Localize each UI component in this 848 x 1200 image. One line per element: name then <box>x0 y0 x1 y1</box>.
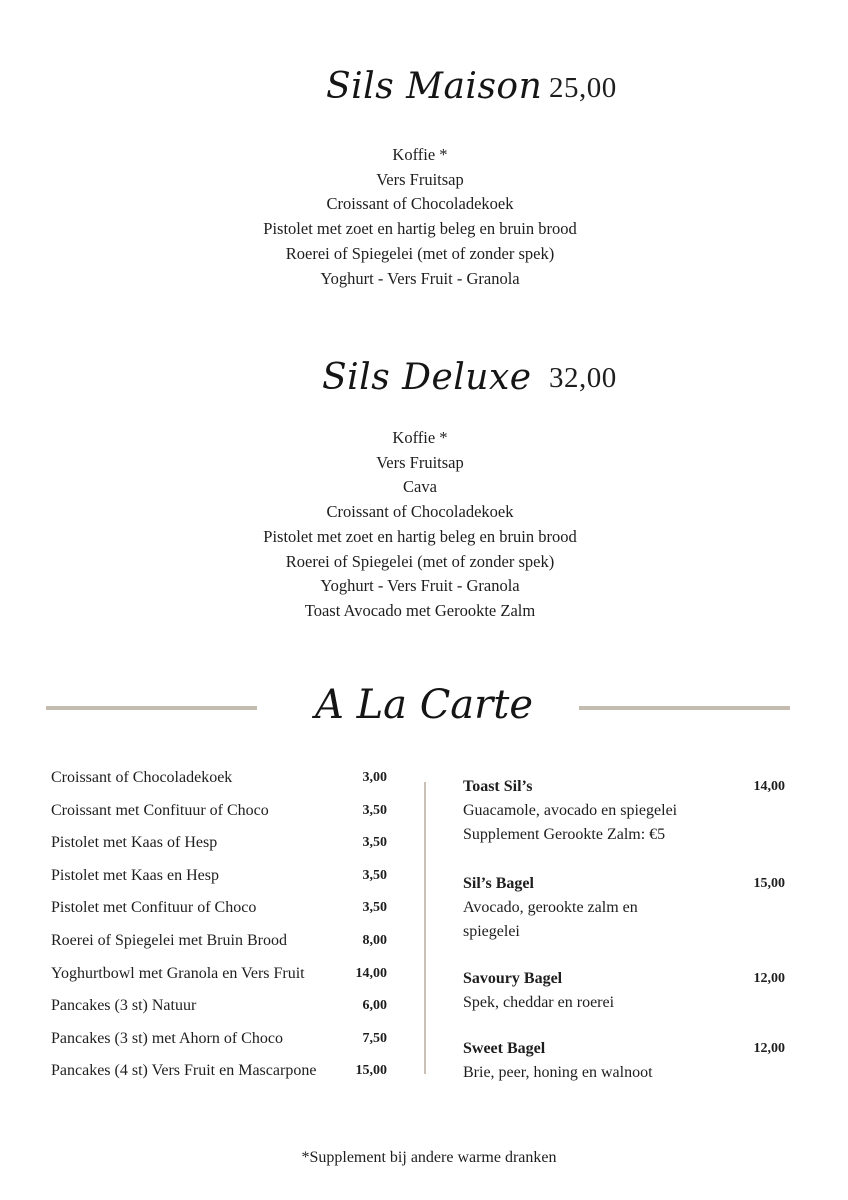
menu-item-row <box>51 1062 391 1095</box>
a-la-carte-left-list <box>51 769 391 1095</box>
menu-item-row <box>51 769 391 802</box>
set-menu-item: Vers Fruitsap <box>376 169 464 189</box>
menu-item-description: Spek, cheddar en roerei <box>463 994 615 1011</box>
set-menu-items <box>0 143 840 291</box>
set-menu-item: Cava <box>403 477 437 497</box>
menu-item-price: 12,00 <box>753 1041 785 1056</box>
set-menu-item: Toast Avocado met Gerookte Zalm <box>304 600 536 620</box>
menu-item-description: Avocado, gerookte zalm en spiegelei <box>463 899 638 940</box>
menu-item-price: 6,00 <box>362 998 387 1014</box>
menu-item-description: Guacamole, avocado en spiegelei Supplement Gerookte Zalm: €5 <box>463 802 678 843</box>
set-menu-item: Yoghurt - Vers Fruit - Granola <box>320 576 520 596</box>
set-menu-item: Roerei of Spiegelei (met of zonder spek) <box>285 243 555 263</box>
menu-item-row <box>51 834 391 867</box>
menu-item-header <box>463 775 785 799</box>
menu-item-header <box>463 872 785 896</box>
menu-item-price: 3,50 <box>362 802 387 818</box>
set-menu-item: Pistolet met zoet en hartig beleg en bruin brood <box>263 219 577 239</box>
menu-item-header <box>463 967 785 991</box>
menu-item-price: 12,00 <box>753 971 785 986</box>
menu-item-name: Yoghurtbowl met Granola en Vers Fruit <box>51 964 305 982</box>
menu-item-name: Sil’s Bagel <box>463 875 534 892</box>
set-menu-item: Pistolet met zoet en hartig beleg en bruin brood <box>263 526 577 546</box>
menu-item-row <box>51 899 391 932</box>
set-menu-header <box>0 355 848 405</box>
menu-item-row <box>51 1030 391 1063</box>
menu-item-name: Toast Sil’s <box>463 778 533 795</box>
menu-item-price: 7,50 <box>362 1030 387 1046</box>
menu-item-name: Croissant met Confituur of Choco <box>51 801 269 819</box>
menu-item-description: Brie, peer, honing en walnoot <box>463 1064 653 1081</box>
a-la-carte-title: A La Carte <box>314 682 534 728</box>
menu-item-row <box>51 932 391 965</box>
menu-item-price: 8,00 <box>362 932 387 948</box>
set-menu-item: Croissant of Chocoladekoek <box>326 194 514 214</box>
set-menu-item: Koffie * <box>392 145 448 164</box>
menu-item-row <box>51 802 391 835</box>
set-menu-item: Croissant of Chocoladekoek <box>326 502 514 522</box>
menu-item-price: 14,00 <box>355 965 387 981</box>
menu-item-price: 14,00 <box>753 779 785 794</box>
menu-item-row <box>51 867 391 900</box>
decorative-rule-right <box>579 706 790 710</box>
menu-item-row <box>51 965 391 998</box>
set-menu-item: Roerei of Spiegelei (met of zonder spek) <box>285 551 555 571</box>
menu-item-block <box>463 775 785 846</box>
menu-item-block <box>463 1037 785 1085</box>
menu-item-header <box>463 1037 785 1061</box>
column-divider <box>424 782 426 1074</box>
menu-item-row <box>51 997 391 1030</box>
menu-item-block <box>463 967 785 1015</box>
menu-item-name: Pancakes (4 st) Vers Fruit en Mascarpone <box>51 1062 317 1080</box>
set-menu-item: Vers Fruitsap <box>376 452 464 472</box>
menu-item-price: 15,00 <box>355 1063 387 1079</box>
menu-item-name: Pancakes (3 st) Natuur <box>51 997 197 1015</box>
menu-item-name: Savoury Bagel <box>463 970 563 987</box>
menu-item-price: 3,50 <box>362 835 387 851</box>
set-menu-item: Koffie * <box>392 428 448 447</box>
menu-item-name: Pistolet met Confituur of Choco <box>51 899 257 917</box>
menu-item-name: Sweet Bagel <box>463 1040 546 1057</box>
set-menu-header <box>0 64 848 114</box>
menu-item-name: Pancakes (3 st) met Ahorn of Choco <box>51 1029 283 1047</box>
menu-item-price: 3,50 <box>362 900 387 916</box>
set-menu-title: Sils Maison <box>326 66 543 107</box>
menu-item-name: Croissant of Chocoladekoek <box>51 769 233 786</box>
menu-item-name: Pistolet met Kaas en Hesp <box>51 866 219 884</box>
set-menu-item: Yoghurt - Vers Fruit - Granola <box>320 268 520 288</box>
menu-item-price: 3,50 <box>362 867 387 883</box>
menu-item-price: 3,00 <box>362 770 387 785</box>
set-menu-items <box>0 426 840 624</box>
menu-item-block <box>463 872 785 943</box>
set-menu-price: 25,00 <box>549 72 617 104</box>
menu-item-price: 15,00 <box>753 876 785 891</box>
menu-item-name: Pistolet met Kaas of Hesp <box>51 834 218 852</box>
set-menu-price: 32,00 <box>549 362 617 394</box>
footnote: *Supplement bij andere warme dranken <box>301 1149 557 1166</box>
menu-item-name: Roerei of Spiegelei met Bruin Brood <box>51 931 287 949</box>
set-menu-title: Sils Deluxe <box>322 357 532 398</box>
